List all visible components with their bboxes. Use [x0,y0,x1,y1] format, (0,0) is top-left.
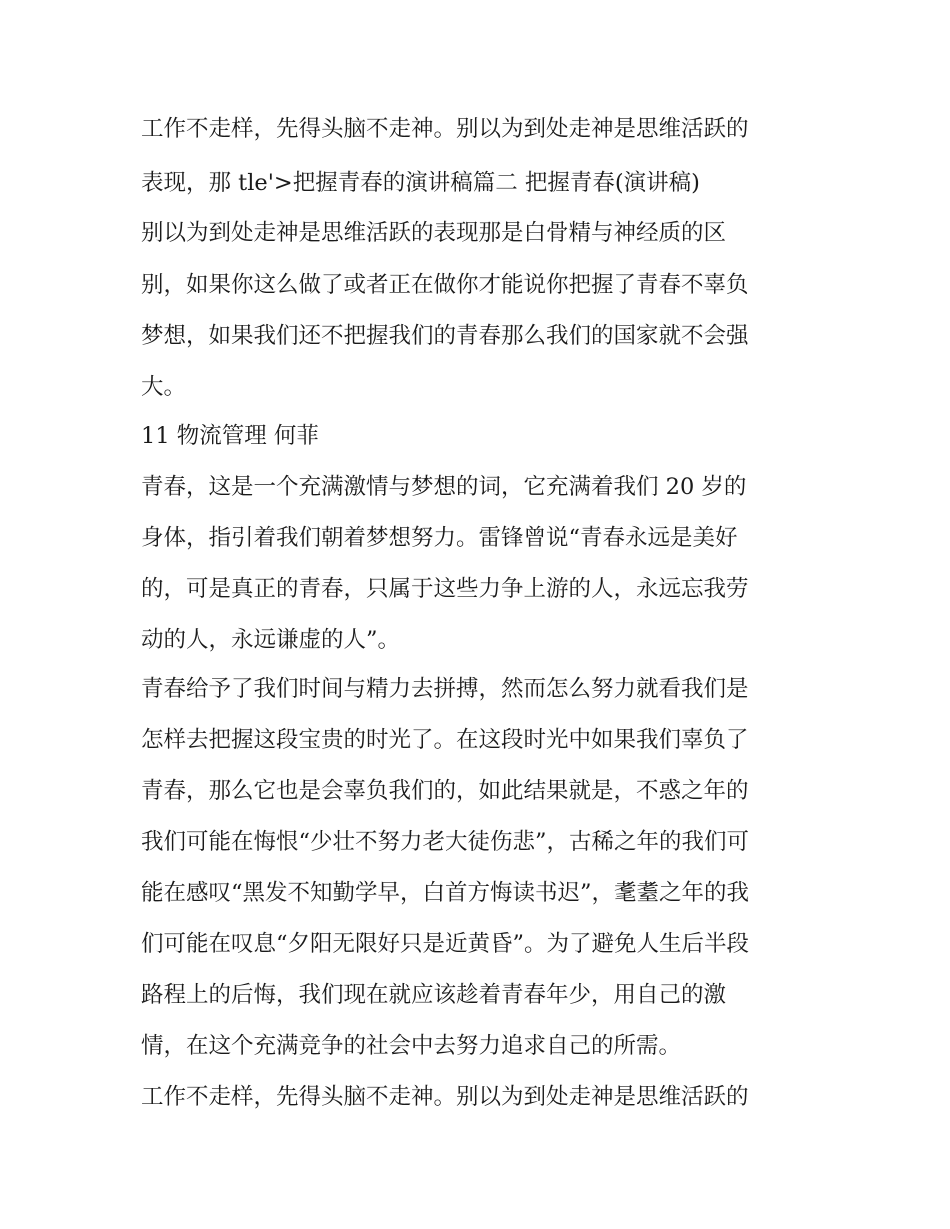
text-line: 青春，那么它也是会辜负我们的，如此结果就是，不惑之年的 [141,778,749,804]
text-line: 怎样去把握这段宝贵的时光了。在这段时光中如果我们辜负了 [141,727,749,753]
text-line: 动的人，永远谦虚的人”。 [141,627,401,653]
text-line: 大。 [141,374,187,400]
text-line: 身体，指引着我们朝着梦想努力。雷锋曾说“青春永远是美好 [141,525,738,551]
text-line: 青春，这是一个充满激情与梦想的词，它充满着我们 20 岁的 [141,474,747,500]
text-line: 路程上的后悔，我们现在就应该趁着青春年少，用自己的激 [141,982,727,1008]
text-line: 能在感叹“黑发不知勤学早，白首方悔读书迟”，耄耋之年的我 [141,880,750,906]
text-line: 们可能在叹息“夕阳无限好只是近黄昏”。为了避免人生后半段 [141,931,750,957]
text-line: 情，在这个充满竞争的社会中去努力追求自己的所需。 [141,1033,682,1059]
text-line: 梦想，如果我们还不把握我们的青春那么我们的国家就不会强 [141,323,749,349]
text-line: 我们可能在悔恨“少壮不努力老大徒伤悲”，古稀之年的我们可 [141,829,750,855]
text-line: 工作不走样，先得头脑不走神。别以为到处走神是思维活跃的 [141,116,749,142]
text-line: 表现，那 tle'>把握青春的演讲稿篇二 把握青春(演讲稿) [141,170,700,196]
text-line: 别，如果你这么做了或者正在做你才能说你把握了青春不辜负 [141,272,749,298]
text-line: 别以为到处走神是思维活跃的表现那是白骨精与神经质的区 [141,220,727,246]
text-line: 的，可是真正的青春，只属于这些力争上游的人，永远忘我劳 [141,576,749,602]
author-line: 11 物流管理 何菲 [141,423,319,449]
text-line: 工作不走样，先得头脑不走神。别以为到处走神是思维活跃的 [141,1084,749,1110]
text-line: 青春给予了我们时间与精力去拼搏，然而怎么努力就看我们是 [141,676,749,702]
